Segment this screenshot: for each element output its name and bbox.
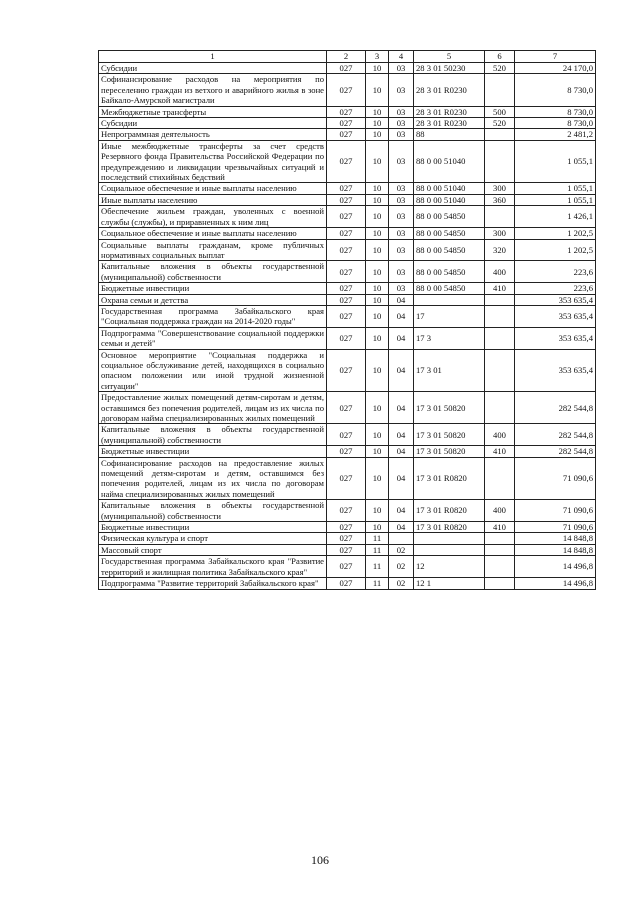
- admin-code-cell: 027: [327, 305, 366, 327]
- row-name-cell: Основное мероприятие "Социальная поддержка и социальное обслуживание детей, находящихся в социально опасном положении или иной трудной жизненной ситуации": [99, 349, 327, 392]
- header-cell: 7: [515, 51, 596, 63]
- table-body: [99, 63, 596, 590]
- row-name-cell: Физическая культура и спорт: [99, 533, 327, 544]
- expense-type-cell: 410: [485, 446, 515, 457]
- subsection-cell: 02: [389, 578, 414, 589]
- subsection-cell: [389, 533, 414, 544]
- target-article-cell: 88 0 00 51040: [414, 183, 485, 194]
- section-cell: 11: [366, 578, 389, 589]
- subsection-cell: 04: [389, 349, 414, 392]
- subsection-cell: 03: [389, 63, 414, 74]
- section-cell: 10: [366, 239, 389, 261]
- target-article-cell: 17 3 01 R0820: [414, 500, 485, 522]
- row-name-cell: Капитальные вложения в объекты государственной (муниципальной) собственности: [99, 424, 327, 446]
- admin-code-cell: 027: [327, 63, 366, 74]
- subsection-cell: 03: [389, 194, 414, 205]
- target-article-cell: 28 3 01 R0230: [414, 106, 485, 117]
- amount-cell: 1 055,1: [515, 183, 596, 194]
- page-number: 106: [311, 853, 329, 867]
- amount-cell: 353 635,4: [515, 305, 596, 327]
- amount-cell: 14 496,8: [515, 556, 596, 578]
- table-row: [99, 457, 596, 500]
- target-article-cell: 17 3 01 R0820: [414, 522, 485, 533]
- row-name-cell: Бюджетные инвестиции: [99, 446, 327, 457]
- row-name-cell: Массовый спорт: [99, 544, 327, 555]
- subsection-cell: 04: [389, 424, 414, 446]
- expense-type-cell: [485, 457, 515, 500]
- amount-cell: 8 730,0: [515, 118, 596, 129]
- row-name-cell: Социальное обеспечение и иные выплаты населению: [99, 183, 327, 194]
- table-row: [99, 500, 596, 522]
- subsection-cell: 02: [389, 556, 414, 578]
- section-cell: 10: [366, 106, 389, 117]
- header-cell: 1: [99, 51, 327, 63]
- target-article-cell: 17 3 01 50820: [414, 446, 485, 457]
- header-cell: 6: [485, 51, 515, 63]
- table-row: [99, 556, 596, 578]
- section-cell: 10: [366, 294, 389, 305]
- row-name-cell: Межбюджетные трансферты: [99, 106, 327, 117]
- admin-code-cell: 027: [327, 544, 366, 555]
- admin-code-cell: 027: [327, 578, 366, 589]
- amount-cell: 1 202,5: [515, 239, 596, 261]
- row-name-cell: Бюджетные инвестиции: [99, 283, 327, 294]
- admin-code-cell: 027: [327, 129, 366, 140]
- expense-type-cell: [485, 74, 515, 106]
- section-cell: 10: [366, 327, 389, 349]
- header-row: [99, 51, 596, 63]
- expense-type-cell: 300: [485, 228, 515, 239]
- row-name-cell: Государственная программа Забайкальского края "Социальная поддержка граждан на 2014-2020 годы": [99, 305, 327, 327]
- subsection-cell: 04: [389, 446, 414, 457]
- subsection-cell: 03: [389, 129, 414, 140]
- admin-code-cell: 027: [327, 206, 366, 228]
- target-article-cell: 17 3 01: [414, 349, 485, 392]
- row-name-cell: Софинансирование расходов на предоставление жилых помещений детям-сиротам и детям, оставшимся без попечения родителей, лицам из их числа по договорам найма специализированных жилых помещений: [99, 457, 327, 500]
- section-cell: 10: [366, 305, 389, 327]
- expense-type-cell: [485, 294, 515, 305]
- amount-cell: 353 635,4: [515, 349, 596, 392]
- target-article-cell: 88 0 00 51040: [414, 140, 485, 183]
- subsection-cell: 04: [389, 457, 414, 500]
- target-article-cell: 17: [414, 305, 485, 327]
- target-article-cell: 28 3 01 R0230: [414, 74, 485, 106]
- target-article-cell: 88 0 00 54850: [414, 283, 485, 294]
- admin-code-cell: 027: [327, 556, 366, 578]
- table-row: [99, 424, 596, 446]
- table-row: [99, 533, 596, 544]
- row-name-cell: Иные межбюджетные трансферты за счет средств Резервного фонда Правительства Российской Федерации по предупреждению и ликвидации чрезвычайных ситуаций и последствий стихийных бедствий: [99, 140, 327, 183]
- table-row: [99, 392, 596, 424]
- admin-code-cell: 027: [327, 106, 366, 117]
- table-row: [99, 283, 596, 294]
- table-row: [99, 194, 596, 205]
- target-article-cell: 88 0 00 54850: [414, 228, 485, 239]
- subsection-cell: 03: [389, 206, 414, 228]
- amount-cell: 8 730,0: [515, 74, 596, 106]
- admin-code-cell: 027: [327, 392, 366, 424]
- table-row: [99, 74, 596, 106]
- section-cell: 10: [366, 261, 389, 283]
- expense-type-cell: 400: [485, 424, 515, 446]
- section-cell: 10: [366, 446, 389, 457]
- row-name-cell: Субсидии: [99, 118, 327, 129]
- subsection-cell: 03: [389, 74, 414, 106]
- target-article-cell: 17 3 01 50820: [414, 392, 485, 424]
- target-article-cell: [414, 294, 485, 305]
- target-article-cell: [414, 544, 485, 555]
- admin-code-cell: 027: [327, 500, 366, 522]
- expense-type-cell: 360: [485, 194, 515, 205]
- target-article-cell: 12: [414, 556, 485, 578]
- expense-type-cell: 520: [485, 63, 515, 74]
- amount-cell: 71 090,6: [515, 500, 596, 522]
- section-cell: 10: [366, 424, 389, 446]
- row-name-cell: Непрограммная деятельность: [99, 129, 327, 140]
- section-cell: 10: [366, 457, 389, 500]
- section-cell: 10: [366, 183, 389, 194]
- admin-code-cell: 027: [327, 349, 366, 392]
- admin-code-cell: 027: [327, 228, 366, 239]
- expense-type-cell: 500: [485, 106, 515, 117]
- amount-cell: 14 496,8: [515, 578, 596, 589]
- admin-code-cell: 027: [327, 424, 366, 446]
- subsection-cell: 04: [389, 327, 414, 349]
- table-row: [99, 140, 596, 183]
- expense-type-cell: 300: [485, 183, 515, 194]
- row-name-cell: Капитальные вложения в объекты государственной (муниципальной) собственности: [99, 500, 327, 522]
- table-row: [99, 544, 596, 555]
- expense-type-cell: 320: [485, 239, 515, 261]
- section-cell: 11: [366, 544, 389, 555]
- expense-type-cell: [485, 578, 515, 589]
- admin-code-cell: 027: [327, 140, 366, 183]
- amount-cell: 14 848,8: [515, 544, 596, 555]
- row-name-cell: Государственная программа Забайкальского края "Развитие территорий и жилищная политика Забайкальского края": [99, 556, 327, 578]
- subsection-cell: 03: [389, 261, 414, 283]
- admin-code-cell: 027: [327, 327, 366, 349]
- target-article-cell: 28 3 01 R0230: [414, 118, 485, 129]
- target-article-cell: 17 3 01 R0820: [414, 457, 485, 500]
- amount-cell: 14 848,8: [515, 533, 596, 544]
- subsection-cell: 03: [389, 140, 414, 183]
- row-name-cell: Субсидии: [99, 63, 327, 74]
- table-row: [99, 63, 596, 74]
- subsection-cell: 02: [389, 544, 414, 555]
- table-row: [99, 522, 596, 533]
- row-name-cell: Подпрограмма "Совершенствование социальной поддержки семьи и детей": [99, 327, 327, 349]
- header-cell: 2: [327, 51, 366, 63]
- admin-code-cell: 027: [327, 183, 366, 194]
- table-row: [99, 349, 596, 392]
- amount-cell: 223,6: [515, 261, 596, 283]
- admin-code-cell: 027: [327, 118, 366, 129]
- row-name-cell: Обеспечение жильем граждан, уволенных с военной службы (службы), и приравненных к ним лиц: [99, 206, 327, 228]
- table-row: [99, 305, 596, 327]
- budget-table: [98, 50, 596, 590]
- amount-cell: 24 170,0: [515, 63, 596, 74]
- admin-code-cell: 027: [327, 239, 366, 261]
- admin-code-cell: 027: [327, 283, 366, 294]
- expense-type-cell: 410: [485, 283, 515, 294]
- amount-cell: 71 090,6: [515, 457, 596, 500]
- subsection-cell: 03: [389, 118, 414, 129]
- section-cell: 11: [366, 533, 389, 544]
- section-cell: 10: [366, 500, 389, 522]
- expense-type-cell: 400: [485, 261, 515, 283]
- target-article-cell: 88 0 00 51040: [414, 194, 485, 205]
- target-article-cell: 12 1: [414, 578, 485, 589]
- subsection-cell: 04: [389, 294, 414, 305]
- subsection-cell: 03: [389, 228, 414, 239]
- admin-code-cell: 027: [327, 522, 366, 533]
- amount-cell: 1 426,1: [515, 206, 596, 228]
- expense-type-cell: [485, 129, 515, 140]
- amount-cell: 1 055,1: [515, 194, 596, 205]
- expense-type-cell: [485, 533, 515, 544]
- amount-cell: 2 481,2: [515, 129, 596, 140]
- row-name-cell: Капитальные вложения в объекты государственной (муниципальной) собственности: [99, 261, 327, 283]
- row-name-cell: Социальные выплаты гражданам, кроме публичных нормативных социальных выплат: [99, 239, 327, 261]
- row-name-cell: Социальное обеспечение и иные выплаты населению: [99, 228, 327, 239]
- expense-type-cell: [485, 392, 515, 424]
- amount-cell: 71 090,6: [515, 522, 596, 533]
- amount-cell: 1 202,5: [515, 228, 596, 239]
- table-row: [99, 446, 596, 457]
- admin-code-cell: 027: [327, 446, 366, 457]
- amount-cell: 8 730,0: [515, 106, 596, 117]
- section-cell: 10: [366, 206, 389, 228]
- section-cell: 11: [366, 556, 389, 578]
- table-row: [99, 294, 596, 305]
- expense-type-cell: [485, 305, 515, 327]
- admin-code-cell: 027: [327, 194, 366, 205]
- section-cell: 10: [366, 228, 389, 239]
- row-name-cell: Бюджетные инвестиции: [99, 522, 327, 533]
- table-row: [99, 183, 596, 194]
- expense-type-cell: 400: [485, 500, 515, 522]
- table-row: [99, 327, 596, 349]
- expense-type-cell: [485, 556, 515, 578]
- subsection-cell: 03: [389, 239, 414, 261]
- target-article-cell: 17 3 01 50820: [414, 424, 485, 446]
- expense-type-cell: 520: [485, 118, 515, 129]
- table-row: [99, 228, 596, 239]
- subsection-cell: 03: [389, 283, 414, 294]
- admin-code-cell: 027: [327, 261, 366, 283]
- target-article-cell: 88: [414, 129, 485, 140]
- expense-type-cell: [485, 140, 515, 183]
- amount-cell: 353 635,4: [515, 327, 596, 349]
- amount-cell: 282 544,8: [515, 446, 596, 457]
- target-article-cell: 88 0 00 54850: [414, 261, 485, 283]
- table-row: [99, 106, 596, 117]
- header-cell: 4: [389, 51, 414, 63]
- amount-cell: 223,6: [515, 283, 596, 294]
- table-row: [99, 261, 596, 283]
- table-row: [99, 578, 596, 589]
- section-cell: 10: [366, 194, 389, 205]
- subsection-cell: 03: [389, 106, 414, 117]
- expense-type-cell: [485, 206, 515, 228]
- expense-type-cell: 410: [485, 522, 515, 533]
- admin-code-cell: 027: [327, 533, 366, 544]
- table-row: [99, 129, 596, 140]
- row-name-cell: Иные выплаты населению: [99, 194, 327, 205]
- subsection-cell: 03: [389, 183, 414, 194]
- row-name-cell: Подпрограмма "Развитие территорий Забайкальского края": [99, 578, 327, 589]
- amount-cell: 282 544,8: [515, 424, 596, 446]
- section-cell: 10: [366, 63, 389, 74]
- subsection-cell: 04: [389, 522, 414, 533]
- row-name-cell: Охрана семьи и детства: [99, 294, 327, 305]
- table-row: [99, 239, 596, 261]
- target-article-cell: 88 0 00 54850: [414, 206, 485, 228]
- amount-cell: 1 055,1: [515, 140, 596, 183]
- expense-type-cell: [485, 327, 515, 349]
- section-cell: 10: [366, 140, 389, 183]
- section-cell: 10: [366, 522, 389, 533]
- subsection-cell: 04: [389, 305, 414, 327]
- section-cell: 10: [366, 392, 389, 424]
- section-cell: 10: [366, 129, 389, 140]
- admin-code-cell: 027: [327, 74, 366, 106]
- header-cell: 5: [414, 51, 485, 63]
- header-cell: 3: [366, 51, 389, 63]
- admin-code-cell: 027: [327, 457, 366, 500]
- admin-code-cell: 027: [327, 294, 366, 305]
- row-name-cell: Софинансирование расходов на мероприятия по переселению граждан из ветхого и аварийного жилья в зоне Байкало-Амурской магистрали: [99, 74, 327, 106]
- amount-cell: 353 635,4: [515, 294, 596, 305]
- table-row: [99, 118, 596, 129]
- target-article-cell: 28 3 01 50230: [414, 63, 485, 74]
- target-article-cell: 17 3: [414, 327, 485, 349]
- target-article-cell: 88 0 00 54850: [414, 239, 485, 261]
- target-article-cell: [414, 533, 485, 544]
- section-cell: 10: [366, 74, 389, 106]
- subsection-cell: 04: [389, 500, 414, 522]
- section-cell: 10: [366, 349, 389, 392]
- section-cell: 10: [366, 118, 389, 129]
- table-row: [99, 206, 596, 228]
- expense-type-cell: [485, 544, 515, 555]
- expense-type-cell: [485, 349, 515, 392]
- section-cell: 10: [366, 283, 389, 294]
- subsection-cell: 04: [389, 392, 414, 424]
- amount-cell: 282 544,8: [515, 392, 596, 424]
- row-name-cell: Предоставление жилых помещений детям-сиротам и детям, оставшимся без попечения родителей, лицам из их числа по договорам найма специализированных жилых помещений: [99, 392, 327, 424]
